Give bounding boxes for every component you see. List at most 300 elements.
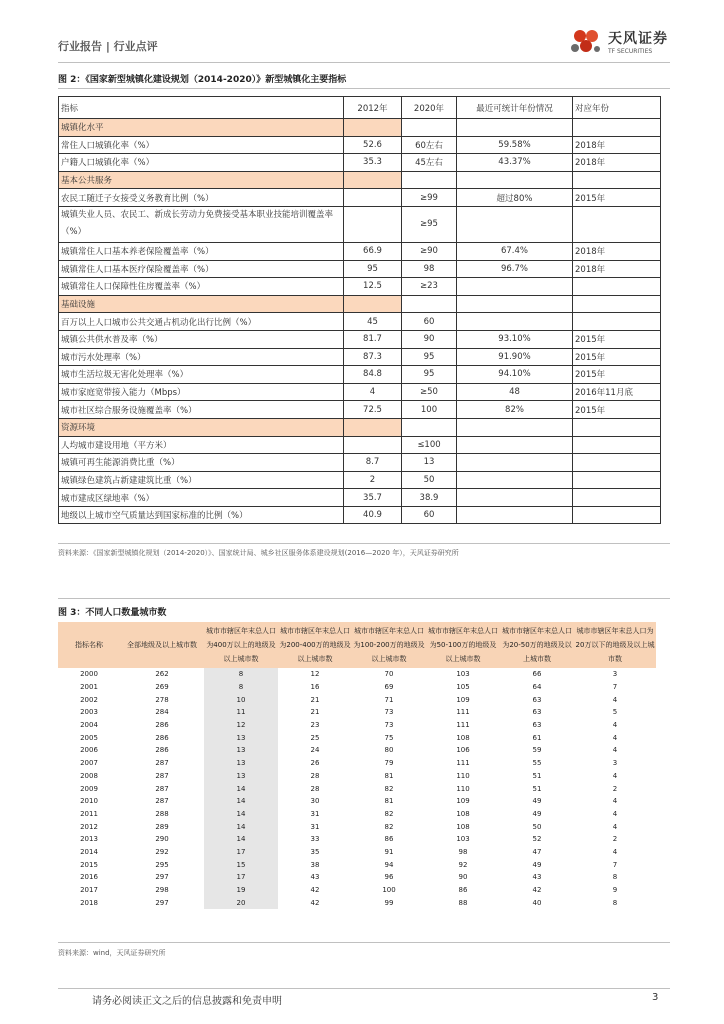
table-cell: 50: [532, 822, 542, 831]
table-cell: 8: [204, 681, 278, 694]
table-cell: 287: [155, 759, 169, 768]
table-cell: 100: [382, 886, 396, 895]
table-cell: 286: [155, 746, 169, 755]
table-row: [59, 348, 661, 366]
table-cell: 98: [458, 847, 468, 856]
figure3-bottom-divider: [58, 942, 670, 943]
table-cell: 55: [532, 759, 542, 768]
table-cell: 297: [155, 873, 169, 882]
column-header: 2012年: [344, 97, 402, 119]
figure2-title: 图 2：《国家新型城镇化建设规划（2014-2020）》新型城镇化主要指标: [58, 75, 347, 85]
year-cell: 2003: [80, 708, 98, 717]
table-row: [59, 436, 661, 454]
table-cell: 72.5: [344, 401, 402, 419]
empty-cell: [402, 295, 457, 313]
table-cell: 2: [612, 835, 618, 844]
table-cell: 88: [458, 898, 468, 907]
footer-disclaimer: 请务必阅读正文之后的信息披露和免责申明: [92, 996, 282, 1007]
table-cell: 60左右: [402, 136, 457, 154]
indicator-name: 城镇绿色建筑占新建建筑比重（%）: [59, 471, 344, 489]
table-cell: [457, 436, 573, 454]
table-cell: ≥95: [402, 206, 457, 242]
section-label: 基本公共服务: [59, 171, 344, 189]
table-cell: 109: [456, 797, 470, 806]
table-cell: 108: [456, 809, 470, 818]
table-cell: 4: [612, 746, 618, 755]
table-cell: 96: [384, 873, 394, 882]
table-cell: 95: [344, 260, 402, 278]
table-cell: 超过80%: [457, 189, 573, 207]
table-cell: 292: [155, 847, 169, 856]
table-row: [59, 313, 661, 331]
table-cell: 59.58%: [457, 136, 573, 154]
year-cell: 2008: [80, 771, 98, 780]
table-cell: [573, 489, 661, 507]
empty-cell: [457, 171, 573, 189]
table-row: [58, 846, 656, 859]
table-cell: 286: [155, 721, 169, 730]
table-cell: 297: [155, 898, 169, 907]
column-header: 城市市辖区年末总人口为400万以上的地级及以上城市数: [204, 622, 278, 668]
year-cell: 2016: [80, 873, 98, 882]
empty-cell: [573, 171, 661, 189]
table-cell: 2018年: [573, 242, 661, 260]
logo-flower-icon: [568, 24, 604, 60]
empty-cell: [402, 171, 457, 189]
table-cell: 69: [384, 683, 394, 692]
table-cell: 4: [612, 695, 618, 704]
table-cell: 82: [384, 822, 394, 831]
table-cell: 81: [384, 797, 394, 806]
table-cell: 5: [612, 708, 618, 717]
section-label: 基础设施: [59, 295, 344, 313]
table-cell: [344, 436, 402, 454]
table-cell: 4: [612, 809, 618, 818]
empty-cell: [573, 119, 661, 137]
table-cell: 103: [456, 835, 470, 844]
figure2-bottom-divider: [58, 543, 670, 544]
year-cell: 2015: [80, 860, 98, 869]
table-cell: 111: [456, 759, 470, 768]
table-row: [58, 770, 656, 783]
table-cell: 90: [402, 330, 457, 348]
table-cell: 52.6: [344, 136, 402, 154]
table-cell: 45左右: [402, 154, 457, 172]
table-cell: 4: [612, 847, 618, 856]
column-header: 城市市辖区年末总人口为50-100万的地级及以上城市数: [426, 622, 500, 668]
table-cell: [457, 454, 573, 472]
table-cell: 49: [532, 797, 542, 806]
table-cell: 84.8: [344, 366, 402, 384]
empty-cell: [402, 418, 457, 436]
empty-cell: [457, 418, 573, 436]
table-cell: 38.9: [402, 489, 457, 507]
table-cell: 31: [310, 822, 320, 831]
indicator-name: 城镇可再生能源消费比重（%）: [59, 454, 344, 472]
table-cell: ≥50: [402, 383, 457, 401]
header-divider: [58, 62, 670, 63]
empty-cell: [457, 119, 573, 137]
table-cell: 17: [204, 846, 278, 859]
table-cell: 14: [204, 833, 278, 846]
indicator-name: 户籍人口城镇化率（%）: [59, 154, 344, 172]
table-row: [59, 366, 661, 384]
table-cell: 61: [532, 733, 542, 742]
year-cell: 2005: [80, 733, 98, 742]
table-cell: [457, 506, 573, 524]
table-cell: 60: [402, 506, 457, 524]
table-cell: 108: [456, 733, 470, 742]
table-cell: 287: [155, 771, 169, 780]
empty-cell: [344, 119, 402, 137]
table-cell: 82: [384, 784, 394, 793]
table-row: [58, 706, 656, 719]
table-cell: 287: [155, 797, 169, 806]
year-cell: 2010: [80, 797, 98, 806]
table-cell: 28: [310, 771, 320, 780]
table-cell: 14: [204, 795, 278, 808]
table-cell: 269: [155, 683, 169, 692]
table-cell: [457, 313, 573, 331]
table-cell: 95: [402, 366, 457, 384]
column-header: 全部地级及以上城市数: [120, 622, 204, 668]
empty-cell: [344, 295, 402, 313]
table-row: [58, 884, 656, 897]
table-cell: 13: [204, 770, 278, 783]
table-row: [59, 471, 661, 489]
table-cell: 75: [384, 733, 394, 742]
table-row: [59, 136, 661, 154]
table-header-row: [59, 97, 661, 119]
table-cell: 12.5: [344, 278, 402, 296]
logo-en-name: TF SECURITIES: [608, 48, 653, 55]
company-logo: [568, 22, 678, 62]
table-row: [59, 154, 661, 172]
table-cell: [573, 454, 661, 472]
table-cell: 295: [155, 860, 169, 869]
table-cell: ≥99: [402, 189, 457, 207]
figure3-top-divider: [58, 598, 670, 599]
table-cell: 4: [612, 771, 618, 780]
table-cell: [457, 471, 573, 489]
table-cell: 94.10%: [457, 366, 573, 384]
table-cell: 2016年11月底: [573, 383, 661, 401]
table-cell: [457, 278, 573, 296]
table-cell: 49: [532, 860, 542, 869]
table-cell: 59: [532, 746, 542, 755]
report-category: 行业报告 | 行业点评: [58, 40, 158, 53]
table-cell: 4: [344, 383, 402, 401]
empty-cell: [573, 295, 661, 313]
table-cell: 2018年: [573, 260, 661, 278]
table-cell: 42: [532, 886, 542, 895]
table-cell: 9: [612, 886, 618, 895]
urbanization-indicators-table: [58, 96, 661, 524]
indicator-name: 城市污水处理率（%）: [59, 348, 344, 366]
table-cell: 45: [344, 313, 402, 331]
table-cell: [457, 206, 573, 242]
table-cell: 63: [532, 721, 542, 730]
table-row: [59, 242, 661, 260]
table-cell: 91: [384, 847, 394, 856]
table-row: [58, 681, 656, 694]
year-cell: 2006: [80, 746, 98, 755]
table-cell: 23: [310, 721, 320, 730]
table-cell: 2018年: [573, 154, 661, 172]
table-row: [59, 189, 661, 207]
table-cell: 100: [402, 401, 457, 419]
indicator-name: 常住人口城镇化率（%）: [59, 136, 344, 154]
table-cell: 105: [456, 683, 470, 692]
table-cell: 63: [532, 708, 542, 717]
table-cell: ≥90: [402, 242, 457, 260]
table-cell: 2: [612, 784, 618, 793]
page-number: 3: [652, 992, 659, 1003]
indicator-name: 地级以上城市空气质量达到国家标准的比例（%）: [59, 506, 344, 524]
table-cell: 50: [402, 471, 457, 489]
indicator-name: 城市家庭宽带接入能力（Mbps）: [59, 383, 344, 401]
figure3-title: 图 3：不同人口数量城市数: [58, 608, 167, 618]
table-cell: 48: [457, 383, 573, 401]
table-cell: 2018年: [573, 136, 661, 154]
table-cell: 278: [155, 695, 169, 704]
table-cell: 67.4%: [457, 242, 573, 260]
table-cell: 86: [458, 886, 468, 895]
table-cell: 43: [310, 873, 320, 882]
table-cell: 31: [310, 809, 320, 818]
year-cell: 2012: [80, 822, 98, 831]
table-cell: 13: [402, 454, 457, 472]
table-cell: 19: [204, 884, 278, 897]
section-row: [59, 418, 661, 436]
table-cell: [573, 278, 661, 296]
year-cell: 2017: [80, 886, 98, 895]
table-cell: 95: [402, 348, 457, 366]
indicator-name: 城市生活垃圾无害化处理率（%）: [59, 366, 344, 384]
table-row: [58, 757, 656, 770]
table-row: [59, 401, 661, 419]
table-cell: 111: [456, 708, 470, 717]
table-cell: [573, 471, 661, 489]
table-cell: 24: [310, 746, 320, 755]
table-cell: 35.3: [344, 154, 402, 172]
table-cell: 20: [204, 896, 278, 909]
table-cell: 8: [612, 873, 618, 882]
table-cell: 28: [310, 784, 320, 793]
column-header: 城市市辖区年末总人口为100-200万的地级及以上城市数: [352, 622, 426, 668]
column-header: 对应年份: [573, 97, 661, 119]
section-row: [59, 171, 661, 189]
table-cell: 13: [204, 731, 278, 744]
logo-name: 天风证券: [608, 31, 668, 47]
section-label: 城镇化水平: [59, 119, 344, 137]
table-cell: 13: [204, 744, 278, 757]
figure3-source: 资料来源：wind，天风证券研究所: [58, 949, 166, 957]
table-cell: 82: [384, 809, 394, 818]
table-row: [59, 260, 661, 278]
table-cell: 66: [532, 670, 542, 679]
table-cell: 80: [384, 746, 394, 755]
table-row: [59, 278, 661, 296]
table-cell: 8.7: [344, 454, 402, 472]
table-cell: [573, 506, 661, 524]
table-cell: 4: [612, 797, 618, 806]
table-cell: 298: [155, 886, 169, 895]
table-cell: 287: [155, 784, 169, 793]
table-cell: 12: [204, 719, 278, 732]
table-cell: 3: [612, 759, 618, 768]
table-cell: 3: [612, 670, 618, 679]
table-cell: 2015年: [573, 401, 661, 419]
table-row: [58, 795, 656, 808]
year-cell: 2007: [80, 759, 98, 768]
table-cell: 73: [384, 708, 394, 717]
year-cell: 2002: [80, 695, 98, 704]
column-header: 最近可统计年份情况: [457, 97, 573, 119]
table-row: [59, 206, 661, 242]
indicator-name: 城镇失业人员、农民工、新成长劳动力免费接受基本职业技能培训覆盖率（%）: [59, 206, 344, 242]
table-cell: 73: [384, 721, 394, 730]
table-cell: 111: [456, 721, 470, 730]
table-row: [58, 808, 656, 821]
table-cell: 98: [402, 260, 457, 278]
table-row: [59, 330, 661, 348]
indicator-name: 城市社区综合服务设施覆盖率（%）: [59, 401, 344, 419]
table-cell: 51: [532, 771, 542, 780]
table-row: [58, 871, 656, 884]
table-cell: 13: [204, 757, 278, 770]
table-cell: [573, 206, 661, 242]
indicator-name: 城镇常住人口基本医疗保险覆盖率（%）: [59, 260, 344, 278]
table-cell: 21: [310, 708, 320, 717]
table-cell: ≥23: [402, 278, 457, 296]
table-cell: 79: [384, 759, 394, 768]
table-cell: 288: [155, 809, 169, 818]
table-cell: [344, 189, 402, 207]
table-cell: 51: [532, 784, 542, 793]
table-cell: 93.10%: [457, 330, 573, 348]
section-row: [59, 119, 661, 137]
table-cell: 12: [310, 670, 320, 679]
table-row: [59, 506, 661, 524]
table-cell: 63: [532, 695, 542, 704]
table-cell: 2: [344, 471, 402, 489]
table-cell: [344, 206, 402, 242]
table-cell: 21: [310, 695, 320, 704]
indicator-name: 百万以上人口城市公共交通占机动化出行比例（%）: [59, 313, 344, 331]
table-cell: 71: [384, 695, 394, 704]
table-cell: 40.9: [344, 506, 402, 524]
table-cell: 8: [204, 668, 278, 681]
year-cell: 2013: [80, 835, 98, 844]
table-cell: 92: [458, 860, 468, 869]
table-cell: 14: [204, 820, 278, 833]
table-cell: 7: [612, 683, 618, 692]
column-header: 城市市辖区年末总人口为20-50万的地级及以上城市数: [500, 622, 574, 668]
table-cell: 7: [612, 860, 618, 869]
table-row: [58, 719, 656, 732]
empty-cell: [344, 171, 402, 189]
indicator-name: 城市建成区绿地率（%）: [59, 489, 344, 507]
table-cell: 110: [456, 784, 470, 793]
table-row: [58, 693, 656, 706]
year-cell: 2000: [80, 670, 98, 679]
table-cell: 35.7: [344, 489, 402, 507]
indicator-name: 农民工随迁子女接受义务教育比例（%）: [59, 189, 344, 207]
table-cell: 90: [458, 873, 468, 882]
table-cell: 66.9: [344, 242, 402, 260]
table-cell: 38: [310, 860, 320, 869]
table-cell: 110: [456, 771, 470, 780]
year-cell: 2014: [80, 847, 98, 856]
table-cell: 2015年: [573, 366, 661, 384]
table-cell: 8: [612, 898, 618, 907]
table-row: [58, 668, 656, 681]
footer-divider: [58, 988, 670, 989]
table-cell: 2015年: [573, 189, 661, 207]
table-cell: 284: [155, 708, 169, 717]
table-row: [59, 454, 661, 472]
table-row: [59, 489, 661, 507]
table-cell: 42: [310, 898, 320, 907]
year-cell: 2018: [80, 898, 98, 907]
table-cell: 30: [310, 797, 320, 806]
table-cell: 2015年: [573, 348, 661, 366]
table-cell: 286: [155, 733, 169, 742]
table-cell: [573, 436, 661, 454]
table-cell: [573, 313, 661, 331]
indicator-name: 人均城市建设用地（平方米）: [59, 436, 344, 454]
table-cell: 289: [155, 822, 169, 831]
table-cell: 99: [384, 898, 394, 907]
table-cell: 64: [532, 683, 542, 692]
table-row: [58, 782, 656, 795]
table-cell: 17: [204, 871, 278, 884]
column-header: 城市市辖区年末总人口为200-400万的地级及以上城市数: [278, 622, 352, 668]
table-cell: 4: [612, 822, 618, 831]
figure2-title-divider: [58, 88, 670, 89]
table-cell: ≤100: [402, 436, 457, 454]
table-cell: 43: [532, 873, 542, 882]
empty-cell: [457, 295, 573, 313]
table-cell: 11: [204, 706, 278, 719]
table-cell: 40: [532, 898, 542, 907]
indicator-name: 城镇公共供水普及率（%）: [59, 330, 344, 348]
year-cell: 2004: [80, 721, 98, 730]
table-cell: 15: [204, 858, 278, 871]
table-cell: 262: [155, 670, 169, 679]
table-cell: 108: [456, 822, 470, 831]
table-row: [58, 731, 656, 744]
column-header: 指标名称: [58, 622, 120, 668]
empty-cell: [344, 418, 402, 436]
table-cell: 86: [384, 835, 394, 844]
table-row: [58, 744, 656, 757]
year-cell: 2001: [80, 683, 98, 692]
table-cell: 26: [310, 759, 320, 768]
table-cell: 47: [532, 847, 542, 856]
table-cell: 16: [310, 683, 320, 692]
table-cell: 81.7: [344, 330, 402, 348]
table-cell: 52: [532, 835, 542, 844]
table-cell: 109: [456, 695, 470, 704]
table-cell: 4: [612, 721, 618, 730]
table-cell: 35: [310, 847, 320, 856]
table-cell: 14: [204, 782, 278, 795]
year-cell: 2009: [80, 784, 98, 793]
table-cell: 87.3: [344, 348, 402, 366]
table-cell: 290: [155, 835, 169, 844]
